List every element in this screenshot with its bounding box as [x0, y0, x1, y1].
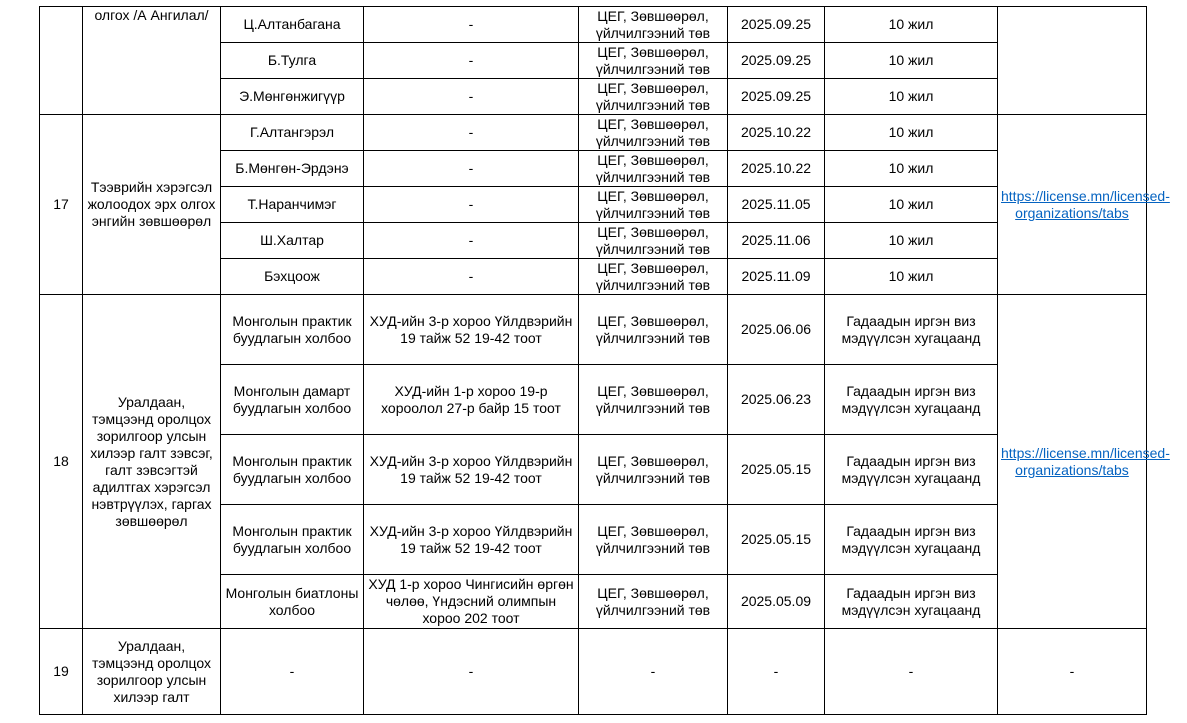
issue-date-cell: 2025.06.06	[728, 295, 825, 365]
issuer-cell: ЦЕГ, Зөвшөөрөл, үйлчилгээний төв	[579, 151, 728, 187]
issuer-cell: ЦЕГ, Зөвшөөрөл, үйлчилгээний төв	[579, 223, 728, 259]
row-number-cell	[40, 7, 83, 115]
validity-cell: 10 жил	[825, 79, 998, 115]
issuer-cell: ЦЕГ, Зөвшөөрөл, үйлчилгээний төв	[579, 79, 728, 115]
issue-date-cell: 2025.11.09	[728, 259, 825, 295]
validity-cell: 10 жил	[825, 259, 998, 295]
row-number-cell: 19	[40, 629, 83, 715]
issue-date-cell: -	[728, 629, 825, 715]
table-row	[40, 295, 1147, 365]
permit-type-cell: олгох /А Ангилал/	[83, 7, 221, 115]
issue-date-cell: 2025.05.15	[728, 435, 825, 505]
issue-date-cell: 2025.09.25	[728, 43, 825, 79]
validity-cell: 10 жил	[825, 7, 998, 43]
address-cell: ХУД 1-р хороо Чингисийн өргөн чөлөө, Үндэсний олимпын хороо 202 тоот	[364, 575, 579, 629]
holder-name-cell: Б.Мөнгөн-Эрдэнэ	[221, 151, 364, 187]
issue-date-cell: 2025.06.23	[728, 365, 825, 435]
issuer-cell: ЦЕГ, Зөвшөөрөл, үйлчилгээний төв	[579, 7, 728, 43]
holder-name-cell: -	[221, 629, 364, 715]
holder-name-cell: Монголын дамарт буудлагын холбоо	[221, 365, 364, 435]
holder-name-cell: Монголын биатлоны холбоо	[221, 575, 364, 629]
holder-name-cell: Бэхцоож	[221, 259, 364, 295]
row-number-cell: 17	[40, 115, 83, 295]
validity-cell: -	[825, 629, 998, 715]
validity-cell: Гадаадын иргэн виз мэдүүлсэн хугацаанд	[825, 295, 998, 365]
license-link[interactable]: https://license.mn/licensed-organizations/tabs	[1001, 187, 1170, 221]
permit-type-cell: Уралдаан, тэмцээнд оролцох зорилгоор улсын хилээр галт зэвсэг, галт зэвсэгтэй адилтгах хэрэгсэл нэвтрүүлэх, гаргах зөвшөөрөл	[83, 295, 221, 629]
table-row	[40, 115, 1147, 151]
issuer-cell: ЦЕГ, Зөвшөөрөл, үйлчилгээний төв	[579, 575, 728, 629]
holder-name-cell: Г.Алтангэрэл	[221, 115, 364, 151]
license-link[interactable]: https://license.mn/licensed-organizations/tabs	[1001, 444, 1170, 478]
address-cell: ХУД-ийн 1-р хороо 19-р хороолол 27-р байр 15 тоот	[364, 365, 579, 435]
permit-type-cell: Тээврийн хэрэгсэл жолоодох эрх олгох энгийн зөвшөөрөл	[83, 115, 221, 295]
address-cell: -	[364, 115, 579, 151]
holder-name-cell: Т.Наранчимэг	[221, 187, 364, 223]
address-cell: -	[364, 7, 579, 43]
issuer-cell: ЦЕГ, Зөвшөөрөл, үйлчилгээний төв	[579, 505, 728, 575]
address-cell: ХУД-ийн 3-р хороо Үйлдвэрийн 19 тайж 52 19-42 тоот	[364, 505, 579, 575]
issuer-cell: -	[579, 629, 728, 715]
validity-cell: Гадаадын иргэн виз мэдүүлсэн хугацаанд	[825, 505, 998, 575]
holder-name-cell: Ц.Алтанбагана	[221, 7, 364, 43]
address-cell: -	[364, 629, 579, 715]
row-number-cell: 18	[40, 295, 83, 629]
issue-date-cell: 2025.11.06	[728, 223, 825, 259]
issue-date-cell: 2025.11.05	[728, 187, 825, 223]
address-cell: -	[364, 187, 579, 223]
link-cell	[998, 115, 1170, 295]
holder-name-cell: Б.Тулга	[221, 43, 364, 79]
address-cell: -	[364, 259, 579, 295]
holder-name-cell: Э.Мөнгөнжигүүр	[221, 79, 364, 115]
holder-name-cell: Ш.Халтар	[221, 223, 364, 259]
issuer-cell: ЦЕГ, Зөвшөөрөл, үйлчилгээний төв	[579, 187, 728, 223]
validity-cell: Гадаадын иргэн виз мэдүүлсэн хугацаанд	[825, 435, 998, 505]
address-cell: -	[364, 79, 579, 115]
validity-cell: 10 жил	[825, 115, 998, 151]
issue-date-cell: 2025.09.25	[728, 7, 825, 43]
issuer-cell: ЦЕГ, Зөвшөөрөл, үйлчилгээний төв	[579, 365, 728, 435]
issuer-cell: ЦЕГ, Зөвшөөрөл, үйлчилгээний төв	[579, 115, 728, 151]
issuer-cell: ЦЕГ, Зөвшөөрөл, үйлчилгээний төв	[579, 43, 728, 79]
license-table	[39, 6, 1170, 715]
validity-cell: Гадаадын иргэн виз мэдүүлсэн хугацаанд	[825, 575, 998, 629]
holder-name-cell: Монголын практик буудлагын холбоо	[221, 505, 364, 575]
holder-name-cell: Монголын практик буудлагын холбоо	[221, 295, 364, 365]
issuer-cell: ЦЕГ, Зөвшөөрөл, үйлчилгээний төв	[579, 259, 728, 295]
address-cell: ХУД-ийн 3-р хороо Үйлдвэрийн 19 тайж 52 19-42 тоот	[364, 435, 579, 505]
issue-date-cell: 2025.05.09	[728, 575, 825, 629]
link-cell: -	[998, 629, 1147, 715]
address-cell: -	[364, 223, 579, 259]
validity-cell: 10 жил	[825, 151, 998, 187]
issue-date-cell: 2025.09.25	[728, 79, 825, 115]
permit-type-cell: Уралдаан, тэмцээнд оролцох зорилгоор улсын хилээр галт	[83, 629, 221, 715]
link-cell	[998, 295, 1170, 629]
address-cell: -	[364, 151, 579, 187]
issue-date-cell: 2025.10.22	[728, 151, 825, 187]
validity-cell: 10 жил	[825, 43, 998, 79]
table-row	[40, 7, 1147, 43]
validity-cell: Гадаадын иргэн виз мэдүүлсэн хугацаанд	[825, 365, 998, 435]
issuer-cell: ЦЕГ, Зөвшөөрөл, үйлчилгээний төв	[579, 295, 728, 365]
link-cell	[998, 7, 1147, 115]
address-cell: -	[364, 43, 579, 79]
issuer-cell: ЦЕГ, Зөвшөөрөл, үйлчилгээний төв	[579, 435, 728, 505]
issue-date-cell: 2025.10.22	[728, 115, 825, 151]
validity-cell: 10 жил	[825, 223, 998, 259]
holder-name-cell: Монголын практик буудлагын холбоо	[221, 435, 364, 505]
address-cell: ХУД-ийн 3-р хороо Үйлдвэрийн 19 тайж 52 19-42 тоот	[364, 295, 579, 365]
validity-cell: 10 жил	[825, 187, 998, 223]
table-row	[40, 629, 1147, 715]
issue-date-cell: 2025.05.15	[728, 505, 825, 575]
